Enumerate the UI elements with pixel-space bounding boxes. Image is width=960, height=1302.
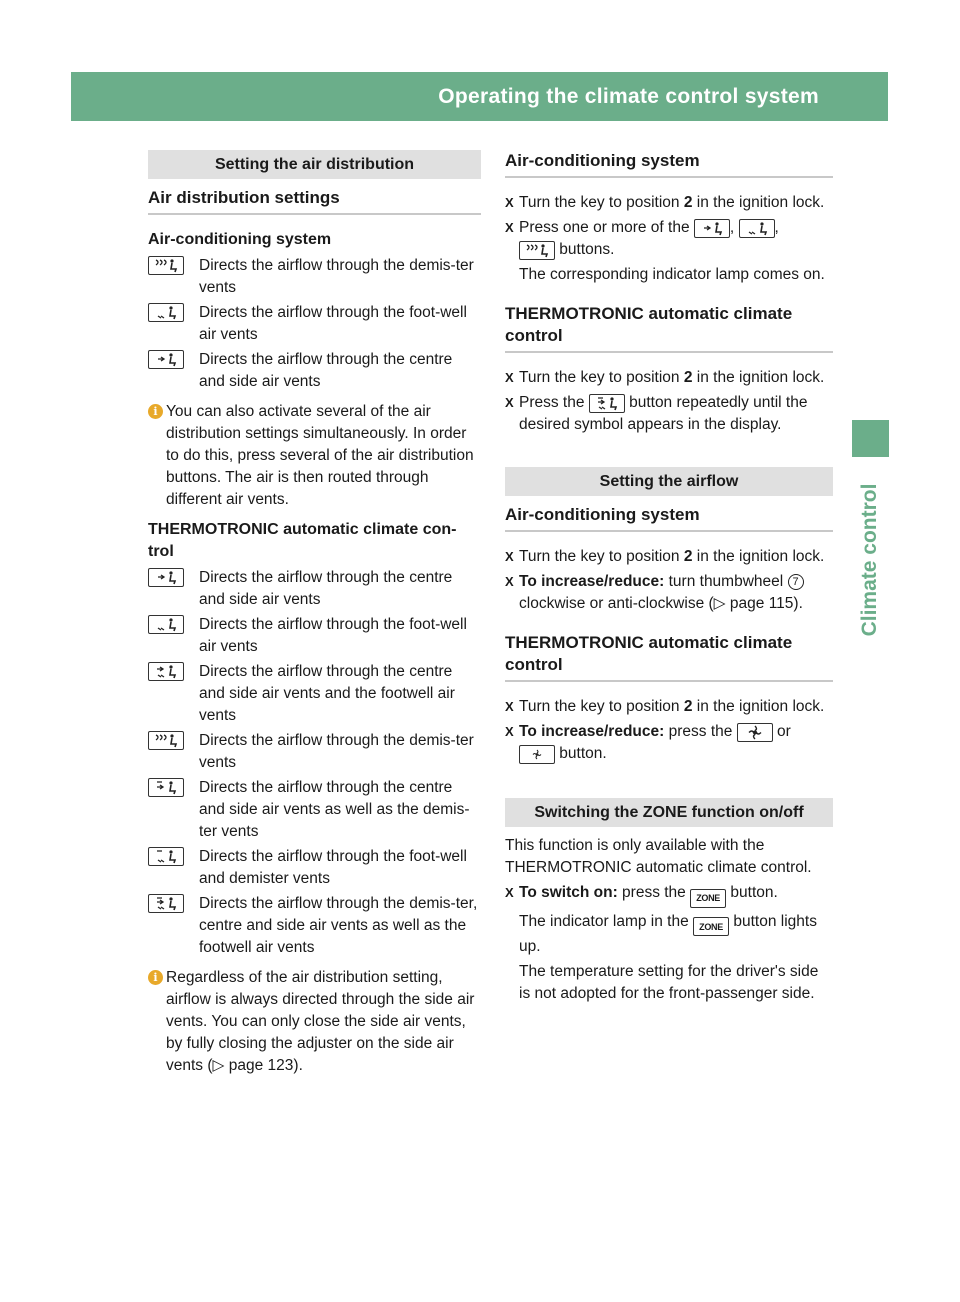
header-separator xyxy=(903,76,906,119)
instruction-step: X Turn the key to position 2 in the ignition lock. xyxy=(505,367,833,389)
demister-vent-icon xyxy=(148,256,184,275)
info-icon: i xyxy=(148,970,163,985)
centre-side-vent-icon xyxy=(148,568,184,587)
definition-text: Directs the airflow through the centre and side air vents as well as the demis-ter vents xyxy=(199,779,470,840)
ac-heading: Air-conditioning system xyxy=(148,231,332,248)
definition-item xyxy=(148,349,481,393)
definition-item xyxy=(148,893,481,959)
instruction-step: X To increase/reduce: press the or button. xyxy=(505,723,791,762)
airflow-thermotronic-heading: THERMOTRONIC automatic climate control xyxy=(505,632,833,682)
definition-item xyxy=(148,661,481,727)
centre-side-vent-icon xyxy=(694,219,730,238)
definition-text: Directs the airflow through the demis-ter vents xyxy=(199,257,474,296)
thumbwheel-number: 7 xyxy=(788,574,804,590)
definition-item xyxy=(148,777,481,843)
thermotronic-heading: THERMOTRONIC automatic climate con-trol xyxy=(148,521,457,560)
instruction-step: X To switch on: press the ZONE button. xyxy=(505,882,833,908)
fan-decrease-icon xyxy=(519,745,555,764)
right-column xyxy=(505,150,833,1008)
all-vents-icon xyxy=(148,894,184,913)
info-note: i You can also activate several of the air distribution settings simultaneously. In order to do this, press several of the air distribution buttons. The air is then routed through different air vents. xyxy=(148,401,481,511)
definition-text: Directs the airflow through the foot-well air vents xyxy=(199,304,467,343)
result-note: The indicator lamp in the ZONE button lights up. xyxy=(519,912,817,955)
instruction-step: X Press one or more of the , , buttons. xyxy=(505,219,779,258)
centre-demister-vent-icon xyxy=(148,778,184,797)
chapter-label: Climate control xyxy=(858,483,881,637)
airflow-ac-heading: Air-conditioning system xyxy=(505,504,833,532)
step-arrow-icon: X xyxy=(505,195,514,210)
definition-text: Directs the airflow through the demis-ter, centre and side air vents as well as the footwell air vents xyxy=(199,895,478,956)
thermotronic-heading: THERMOTRONIC automatic climate control xyxy=(505,303,833,353)
footwell-vent-icon xyxy=(148,303,184,322)
result-note: The temperature setting for the driver's side is not adopted for the front-passenger side. xyxy=(519,963,819,1002)
definition-text: Directs the airflow through the demis-ter vents xyxy=(199,732,474,771)
header-title: Operating the climate control system xyxy=(438,85,819,108)
definition-item xyxy=(148,614,481,658)
page-reference[interactable]: page 123 xyxy=(228,1057,294,1074)
info-icon: i xyxy=(148,404,163,419)
instruction-step: X To increase/reduce: turn thumbwheel 7 clockwise or anti-clockwise (▷ page 115). xyxy=(505,573,803,612)
definition-item xyxy=(148,846,481,890)
step-arrow-icon: X xyxy=(505,724,514,739)
step-arrow-icon: X xyxy=(505,220,514,235)
zone-section-title: Switching the ZONE function on/off xyxy=(505,798,833,827)
footwell-vent-icon xyxy=(739,219,775,238)
step-arrow-icon: X xyxy=(505,549,514,564)
definition-text: Directs the airflow through the centre and side air vents xyxy=(199,569,453,608)
centre-side-vent-icon xyxy=(148,350,184,369)
step-arrow-icon: X xyxy=(505,370,514,385)
footwell-demister-vent-icon xyxy=(148,847,184,866)
definition-text: Directs the airflow through the centre and side air vents and the footwell air vents xyxy=(199,663,455,724)
zone-intro: This function is only available with the THERMOTRONIC automatic climate control. xyxy=(505,837,812,876)
definition-text: Directs the airflow through the foot-well and demister vents xyxy=(199,848,467,887)
instruction-step: X Turn the key to position 2 in the ignition lock. xyxy=(505,192,833,214)
definition-item xyxy=(148,730,481,774)
demister-vent-icon xyxy=(148,731,184,750)
definition-item xyxy=(148,255,481,299)
instruction-step: X Press the button repeatedly until the desired symbol appears in the display. xyxy=(505,394,808,433)
zone-button-icon: ZONE xyxy=(690,889,726,908)
result-note: The corresponding indicator lamp comes on. xyxy=(519,266,825,283)
definition-text: Directs the airflow through the centre and side air vents xyxy=(199,351,453,390)
instruction-step: X Turn the key to position 2 in the ignition lock. xyxy=(505,546,833,568)
definition-item xyxy=(148,302,481,346)
ac-heading: Air-conditioning system xyxy=(505,150,833,178)
page-number: 119 xyxy=(920,86,950,106)
left-column xyxy=(148,150,481,1085)
page-ref-arrow-icon: ▷ xyxy=(212,1057,225,1074)
airflow-section-title: Setting the airflow xyxy=(505,467,833,496)
instruction-step: X Turn the key to position 2 in the ignition lock. xyxy=(505,696,833,718)
definition-text: Directs the airflow through the foot-well air vents xyxy=(199,616,467,655)
definition-item xyxy=(148,567,481,611)
page-header xyxy=(71,72,950,121)
centre-footwell-vent-icon xyxy=(148,662,184,681)
page-ref-arrow-icon: ▷ xyxy=(713,595,726,612)
page-reference[interactable]: page 115 xyxy=(729,595,794,612)
step-arrow-icon: X xyxy=(505,574,514,589)
zone-button-icon: ZONE xyxy=(693,917,729,936)
section-title: Setting the air distribution xyxy=(148,150,481,179)
step-arrow-icon: X xyxy=(505,395,514,410)
all-vents-icon xyxy=(589,394,625,413)
info-note: i Regardless of the air distribution setting, airflow is always directed through the side air vents. You can only close the side air vents, by fully closing the adjuster on the side air vents (▷ page 123). xyxy=(148,967,481,1077)
demister-vent-icon xyxy=(519,241,555,260)
fan-increase-icon xyxy=(737,723,773,742)
step-arrow-icon: X xyxy=(505,699,514,714)
subsection-title: Air distribution settings xyxy=(148,187,481,215)
chapter-tab xyxy=(852,420,889,457)
step-arrow-icon: X xyxy=(505,885,514,900)
footwell-vent-icon xyxy=(148,615,184,634)
